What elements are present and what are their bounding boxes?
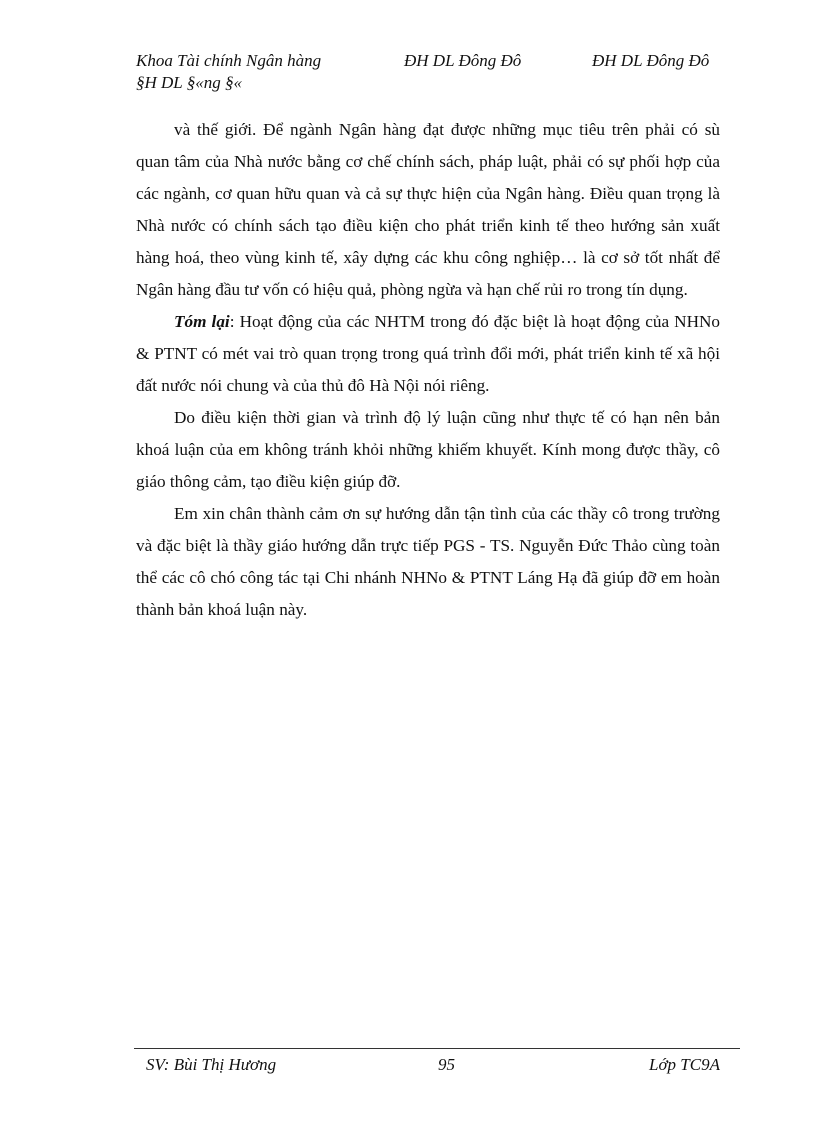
paragraph-1-text: và thế giới. Để ngành Ngân hàng đạt được những mục tiêu trên phải có sù quan tâm của Nhà nước bằng cơ chế chính sách, pháp luật, phải có sự phối hợp của các ngành, cơ quan hữu quan và cả sự thực hiện của Ngân hàng. Điều quan trọng là Nhà nước có chính sách tạo điều kiện cho phát triển kinh tế theo hướng sản xuất hàng hoá, theo vùng kinh tế, xây dựng các khu công nghiệp… là cơ sở tốt nhất để Ngân hàng đầu tư vốn có hiệu quả, phòng ngừa và hạn chế rủi ro trong tín dụng. — [136, 120, 720, 299]
paragraph-3-text: Do điều kiện thời gian và trình độ lý luận cũng như thực tế có hạn nên bản khoá luận của em không tránh khỏi những khiếm khuyết. Kính mong được thầy, cô giáo thông cảm, tạo điều kiện giúp đỡ. — [136, 408, 720, 491]
paragraph-4 — [136, 498, 720, 626]
paragraph-3 — [136, 402, 720, 498]
page-footer — [146, 1054, 720, 1076]
paragraph-2-lead: Tóm lại — [174, 312, 230, 331]
paragraph-1 — [136, 114, 720, 306]
header-row-main — [136, 50, 736, 72]
header-department: Khoa Tài chính Ngân hàng — [136, 51, 322, 70]
footer-divider — [134, 1048, 740, 1049]
header-row-garbled — [136, 72, 736, 94]
header-university-repeat: ĐH DL Đông Đô — [592, 51, 710, 70]
page-header — [136, 50, 736, 94]
paragraph-2-text: : Hoạt động của các NHTM trong đó đặc biệt là hoạt động của NHNo & PTNT có mét vai trò quan trọng trong quá trình đổi mới, phát triển kinh tế xã hội đất nước nói chung và của thủ đô Hà Nội nói riêng. — [136, 312, 721, 395]
footer-class: Lớp TC9A — [649, 1055, 720, 1074]
paragraph-4-text: Em xin chân thành cảm ơn sự hướng dẫn tận tình của các thầy cô trong trường và đặc biệt là thầy giáo hướng dẫn trực tiếp PGS - TS. Nguyễn Đức Thảo cùng toàn thể các cô chó công tác tại Chi nhánh NHNo & PTNT Láng Hạ đã giúp đỡ em hoàn thành bản khoá luận này. — [136, 504, 720, 619]
header-garbled-text: §H DL §«ng §« — [136, 73, 242, 92]
footer-student-name: SV: Bùi Thị Hương — [146, 1055, 277, 1074]
paragraph-2 — [136, 306, 720, 402]
header-university: ĐH DL Đông Đô — [404, 51, 522, 70]
footer-page-number: 95 — [438, 1055, 455, 1074]
document-body — [136, 114, 720, 626]
